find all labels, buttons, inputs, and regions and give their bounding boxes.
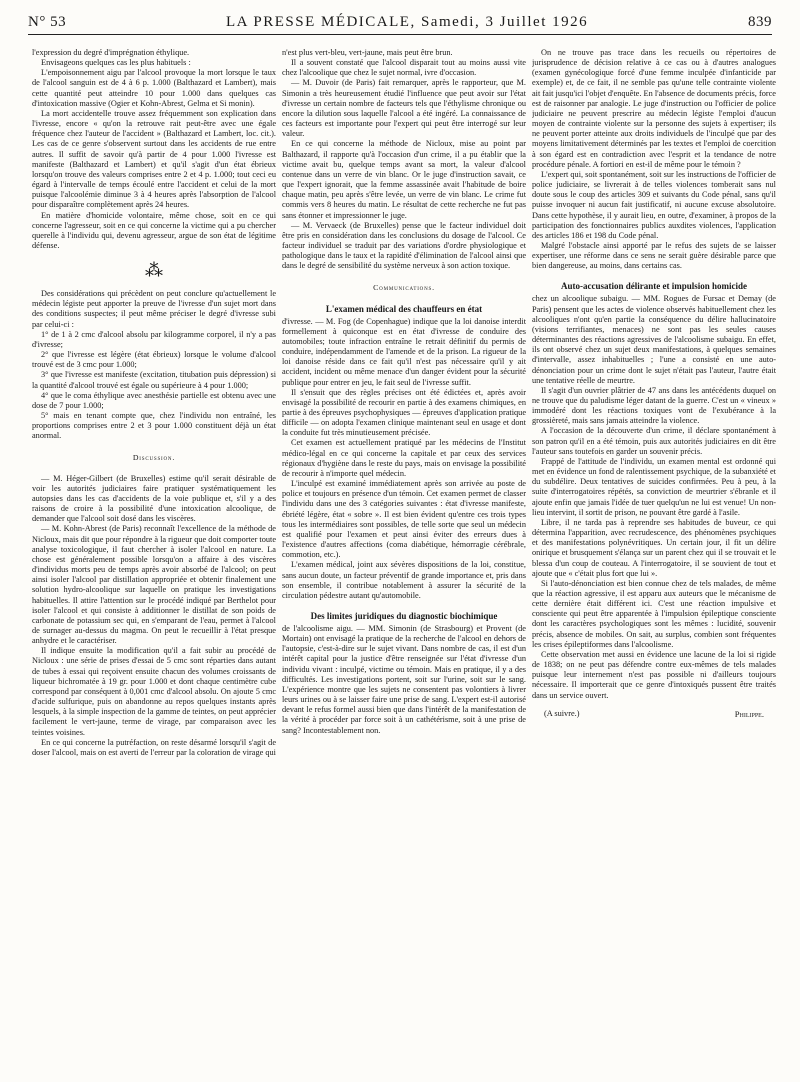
column-left (32, 48, 276, 1068)
paragraph: Il s'agit d'un ouvrier plâtrier de 47 ans dans les antécédents duquel on ne trouve que du paludisme léger datant de la guerre. C'est un « vineux » immodéré dont les réactions toxiques vont de l'exubérance à la grossièreté, mais sans jamais atteindre la violence. (532, 385, 776, 426)
paragraph: Libre, il ne tarda pas à reprendre ses habitudes de buveur, ce qui détermina l'apparition, avec recrudescence, des phénomènes psychiques et des manifestations polynévritiques. Un certain jour, il fit un délire onirique et brusquement s'élança sur un parent chez qui il se trouvait et le blessa d'un coup de couteau. A l'interrogatoire, il se souvient de tout et ajoute que « c'était plus fort que lui ». (532, 517, 776, 578)
list-item: 2° que l'ivresse est légère (état ébrieux) lorsque le volume d'alcool trouvé est de 3 cmc pour 1.000; (32, 350, 276, 370)
header-rule (28, 34, 772, 35)
paragraph: l'expression du degré d'imprégnation éthylique. (32, 48, 190, 57)
paragraph: En ce qui concerne la putréfaction, on reste désarmé lorsqu'il s'agit de doser l'alcool, mais on est averti de l'erreur par la coloration de virage qui (32, 737, 276, 757)
section-heading-discussion: Discussion. (132, 453, 176, 463)
journal-title: LA PRESSE MÉDICALE, Samedi, 3 Juillet 1926 (225, 14, 589, 30)
list-item: 4° que le coma éthylique avec anesthésie partielle est obtenu avec une dose de 7 pour 1.000; (32, 390, 276, 410)
article-heading: L'examen médical des chauffeurs en état (325, 303, 483, 314)
section-divider-stars: ⁂ (145, 260, 163, 281)
paragraph: Si l'auto-dénonciation est bien connue chez de tels malades, de même que la réaction agressive, il est apparu aux auteurs que le mécanisme de cette dernière était différent ici. C'est une réaction impulsive et consciente qui peut être apparentée à l'impulsion épileptique consciente dont les caractères psychologiques sont les mêmes : lucidité, souvenir précis, absence de mobiles. On sait, au surplus, combien sont fréquentes les crises épileptiformes dans l'alcoolisme. (532, 578, 776, 649)
page-number: 839 (748, 14, 772, 30)
column-middle (282, 48, 526, 1068)
paragraph: Malgré l'obstacle ainsi apporté par le refus des sujets de se laisser expertiser, une réforme dans ce sens ne serait guère désirable parce que bien dangereuse, au moins, dans certains cas. (532, 240, 776, 271)
issue-number: N° 53 (28, 14, 67, 30)
paragraph: — M. Vervaeck (de Bruxelles) pense que le facteur individuel doit être pris en considération dans les conclusions du dosage de l'alcool. Ce facteur individuel se traduit par des variations d'ordre physiologique et pathologique dans le taux et la rapidité d'élimination de l'alcool ainsi que dans le degré de sensibilité du système nerveux à son action toxique. (282, 220, 526, 271)
paragraph: La mort accidentelle trouve assez fréquemment son explication dans l'ivresse, encore « qu'on la retrouve rait peut-être avec une égale fréquence chez l'auteur de l'accident » (Balthazard et Lambert, loc. cit.). Les cas de ce genre s'observent surtout dans les accidents de rue entre autres. Il suffit de savoir qu'à partir de 4 pour 1.000 l'ivresse est manifeste (Balthazard et Lambert) et qu'il s'agit d'un état ébrieux lorsqu'on trouve des valeurs comprises entre 2 et 4 p. 1.000; tout ceci eu égard à l'intervalle de temps écoulé entre l'accident et celui de la mort puisque l'alcoolémie diminue 3 à 4 heures après l'absorption de l'alcool pour disparaître complètement après 24 heures. (32, 108, 276, 210)
column-right (532, 48, 776, 1068)
paragraph: En matière d'homicide volontaire, même chose, soit en ce qui concerne l'agresseur, soit en ce qui concerne la victime qui a pu chercher querelle à l'individu qui, devenu agresseur, argue de son état de légitime défense. (32, 210, 276, 250)
paragraph: L'examen médical, joint aux sévères dispositions de la loi, constitue, sans aucun doute, un facteur préventif de grande importance et, pris dans son ensemble, il contribue notablement à assurer la sécurité de la circulation pédestre autant qu'automobile. (282, 560, 526, 600)
paragraph: Envisageons quelques cas les plus habituels : (41, 58, 191, 68)
paragraph: Cette observation met aussi en évidence une lacune de la loi si rigide de 1838; on ne peut pas défendre contre eux-mêmes de tels malades puisque leur internement n'est pas possible ni d'ailleurs toujours nécessaire. Il importerait que ce genre d'intoxiqués pussent être traités dans un service ouvert. (532, 649, 776, 700)
paragraph: Il s'ensuit que des règles précises ont été édictées et, après avoir envisagé la possibilité de recourir en partie à des examens chimiques, en partie à des épreuves psychophysiques — épreuves d'application pratique difficile — on adopta l'examen clinique maintenant seul en usage et dont la conduite fut très minutieusement précisée. (282, 387, 526, 438)
paragraph: Il a souvent constaté que l'alcool disparait tout au moins aussi vite chez l'alcoolique que chez le sujet normal, ivre d'occasion. (282, 58, 526, 78)
paragraph: d'ivresse. — M. Fog (de Copenhague) indique que la loi danoise interdit formellement à quiconque est en état d'ivresse de conduire des automobiles; toute infraction entraîne le retrait définitif du permis de conduire, indépendamment de l'amende et de la prison. La rigueur de la loi danoise réside dans ce fait qu'il n'est pas nécessaire qu'il y ait accident, incident ou même menace d'un danger évident pour la sécurité publique pour entrer en jeu, le fait seul de l'ivresse suffit. (282, 316, 526, 387)
article-footer (532, 709, 776, 719)
paragraph: L'expert qui, soit spontanément, soit sur les instructions de l'officier de police judiciaire, se livrerait à de telles violences tomberait sans nul doute sous le coup des articles 309 et suivants du Code pénal, sans qu'il puisse invoquer ni aucun fait justificatif, ni aucune excuse absolutoire. Dans cette hypothèse, il y aurait lieu, en outre, d'examiner, à propos de la participation des fonctionnaires publics auxdites violences, l'application des articles 186 et 198 du Code pénal. (532, 169, 776, 240)
list-item: 5° mais en tenant compte que, chez l'individu non entraîné, les proportions comprises entre 2 et 3 pour 1.000 constituent déjà un état anormal. (32, 411, 276, 441)
section-heading-communications: Communications. (373, 283, 435, 293)
paragraph: Des considérations qui précèdent on peut conclure qu'actuellement le médecin légiste peut apporter la preuve de l'ivresse d'un sujet mort dans des conditions suspectes; il peut même préciser le degré d'ivresse subi par celui-ci : (32, 289, 276, 329)
list-item: 1° de 1 à 2 cmc d'alcool absolu par kilogramme corporel, il n'y a pas d'ivresse; (32, 329, 276, 349)
paragraph: Cet examen est actuellement pratiqué par les médecins de l'Institut médico-légal en ce qui concerne la capitale et par ceux des services régionaux d'hygiène dans le reste du pays, mais on envisage la possibilité de recourir à n'importe quel médecin. (282, 438, 526, 478)
list-item: 3° que l'ivresse est manifeste (excitation, titubation puis dépression) si la quantité d'alcool trouvé est égale ou supérieure à 4 pour 1.000; (32, 370, 276, 390)
to-be-continued-note: (A suivre.) (544, 708, 580, 718)
paragraph: — M. Kohn-Abrest (de Paris) reconnaît l'excellence de la méthode de Nicloux, mais dit que pour répondre à la rigueur que doit comporter toute analyse toxicologique, il faut chercher à isoler l'alcool en nature. La chose est généralement possible lorsqu'on a affaire à des viscères d'individus morts peu de temps après avoir absorbé de l'alcool; on peut ainsi isoler l'alcool par distillation appropriée et obtenir finalement une solution hydro-alcoolique sur laquelle on pratique les investigations habituelles. Il attire l'attention sur le procédé indiqué par Berthelot pour isoler l'alcool et qui consiste à additionner le distillat de son poids de carbonate de potassium sec qui, en s'emparant de l'eau, permet à l'alcool de surnager au-dessus du magma. On peut le recueillir à l'état presque anhydre et le caractériser. (32, 524, 276, 646)
paragraph: L'empoisonnement aigu par l'alcool provoque la mort lorsque le taux de l'alcool sanguin est de 4 à 6 p. 1.000 (Balthazard et Lambert), mais cette quantité peut atteindre 10 pour 1.000 dans quelques cas d'intoxication massive (Ogier et Kohn-Abrest, Gelma et Si monin). (32, 68, 276, 108)
article-heading: Des limites juridiques du diagnostic biochimique (310, 610, 498, 621)
author-signature: Philippe. (734, 708, 764, 719)
paragraph: A l'occasion de la découverte d'un crime, il déclare spontanément à son patron qu'il en a été témoin, puis aux autorités judiciaires en dit être l'auteur sans toutefois en garder un souvenir précis. (532, 426, 776, 456)
paragraph: Frappé de l'attitude de l'individu, un examen mental est ordonné qui met en évidence un fond de ralentissement psychique, de la subanxiété et du subdélire. Deux tentatives de suicides confirmées. Peu à peu, à la suite d'interrogatoires répétés, sa conviction de meurtrier s'ébranle et il ajoute enfin que jamais l'idée de tuer quelqu'un ne lui est venue! Un non-lieu intervint, il sortit de prison, ne pouvant être gardé à l'asile. (532, 456, 776, 517)
paragraph: L'inculpé est examiné immédiatement après son arrivée au poste de police et toujours en présence d'un témoin. Cet examen permet de classer l'individu dans une des 3 catégories suivantes : état d'ivresse manifeste, ébriété légère, état « sobre ». Il est bien évident qu'entre ces trois types tous les intermédiaires sont possibles, de telle sorte que seul un médecin est qualifié pour l'examen et peut ainsi éviter des erreurs dues à l'existence d'autres affections (coma diabétique, hémorragie cérébrale, commotion, etc.). (282, 479, 526, 560)
paragraph: n'est plus vert-bleu, vert-jaune, mais peut être brun. (282, 48, 453, 57)
paragraph: chez un alcoolique subaigu. — MM. Rogues de Fursac et Demay (de Paris) pensent que les actes de violence observés habituellement chez les alcooliques n'ont qu'en partie la conséquence du délire hallucinatoire (visions terrifiantes, menaces) ne sont pas les seules causes déterminantes des réactions agressives de l'alcoolisme subaigu. En effet, ils ont observé chez un sujet deux manifestations, à quelques semaines d'intervalle, assez inhabituelles ; l'une a consisté en une auto-dénonciation pour un crime dont le sujet n'était pas l'auteur, l'autre était une tentative réelle de meurtre. (532, 294, 776, 385)
paragraph: On ne trouve pas trace dans les recueils ou répertoires de jurisprudence de décision relative à ce cas ou à d'autres analogues (examen gynécologique forcé d'une femme inculpée d'infanticide par exemple) et, de ce fait, il ne semble pas qu'une telle contrainte violente ait fait jusqu'ici l'objet d'enquête. En l'absence de documents précis, force est de raisonner par analogie. Le juge d'instruction ou l'officier de police judiciaire ne peuvent prescrire au médecin légiste l'emploi d'aucun moyen de contrainte violente sur la personne des sujets à expertiser; ils ne peuvent porter atteinte aux droits individuels de l'inculpé que par des moyens limitativement déterminés par les textes et l'emploi de coercition à son égard est en contradiction avec l'esprit et la tendance de notre procédure pénale. A fortiori en est-il de même pour le témoin ? (532, 48, 776, 169)
paragraph: — M. Héger-Gilbert (de Bruxelles) estime qu'il serait désirable de voir les autorités judiciaires faire pratiquer systématiquement les autopsies dans les cas d'accidents de la voie publique et, s'il y a des raisons de croire à la possibilité d'une intoxication alcoolique, de demander que l'alcool soit dosé dans les viscères. (32, 473, 276, 524)
paragraph: — M. Duvoir (de Paris) fait remarquer, après le rapporteur, que M. Simonin a très heureusement étudié l'influence que peut avoir sur l'état d'ivresse un certain nombre de facteurs tels que l'éthylisme chronique ou encore la dilution sous laquelle l'alcool a été ingéré. La connaissance de ces facteurs est importante pour l'expert qui peut être interrogé sur leur valeur. (282, 78, 526, 139)
article-heading: Auto-accusation délirante et impulsion homicide (561, 281, 747, 292)
paragraph: Il indique ensuite la modification qu'il a fait subir au procédé de Nicloux : une série de prises d'essai de 5 cmc sont réparties dans autant de tubes à essai qui reçoivent ensuite chacun des volumes croissants de liqueur bichromatée à 19 gr. pour 1.000 et dont chaque centimètre cube correspond par conséquent à 0,001 cmc d'alcool absolu. On ajoute 5 cmc d'acide sulfurique, puis on abandonne au repos quelques instants après lesquels, à la simple inspection de la gamme de teintes, on peut apprécier facilement le vert-jaune, terme de virage, par comparaison avec les teintes voisines. (32, 646, 276, 737)
paragraph: de l'alcoolisme aigu. — MM. Simonin (de Strasbourg) et Provent (de Mortain) ont envisagé la pratique de la recherche de l'alcool en dehors de l'autopsie, c'est-à-dire sur le sujet vivant. Dans nombre de cas, il est d'un intérêt capital pour la justice d'être renseignée sur l'état d'ivresse d'un individu vivant : inculpé, victime ou témoin. Mais en pratique, il y a des difficultés. Les investigations portent, soit sur l'urine, soit sur le sang. L'expérience montre que les sujets ne consentent pas volontiers à livrer leurs urines ou à se laisser faire une prise de sang. L'expert est-il autorisé devant le refus formel aussi bien que dans l'intérêt de la manifestation de la vérité à procéder par force soit à un cathétérisme, soit à une prise de sang? Incontestablement non. (282, 623, 526, 735)
paragraph: En ce qui concerne la méthode de Nicloux, mise au point par Balthazard, il rapporte qu'à l'occasion d'un crime, il a pu établir que la victime avait bu, quelque temps avant sa mort, la valeur d'alcool contenue dans un verre de vin blanc. Or le juge d'instruction savait, ce que l'expert ignorait, que la femme assassinée avait l'habitude de boire chaque matin, peu après s'être levée, un verre de vin blanc. Le crime fut commis vers 8 heures du matin. Le résultat de cette recherche ne fut pas sans étonner et impressionner le juge. (282, 139, 526, 220)
